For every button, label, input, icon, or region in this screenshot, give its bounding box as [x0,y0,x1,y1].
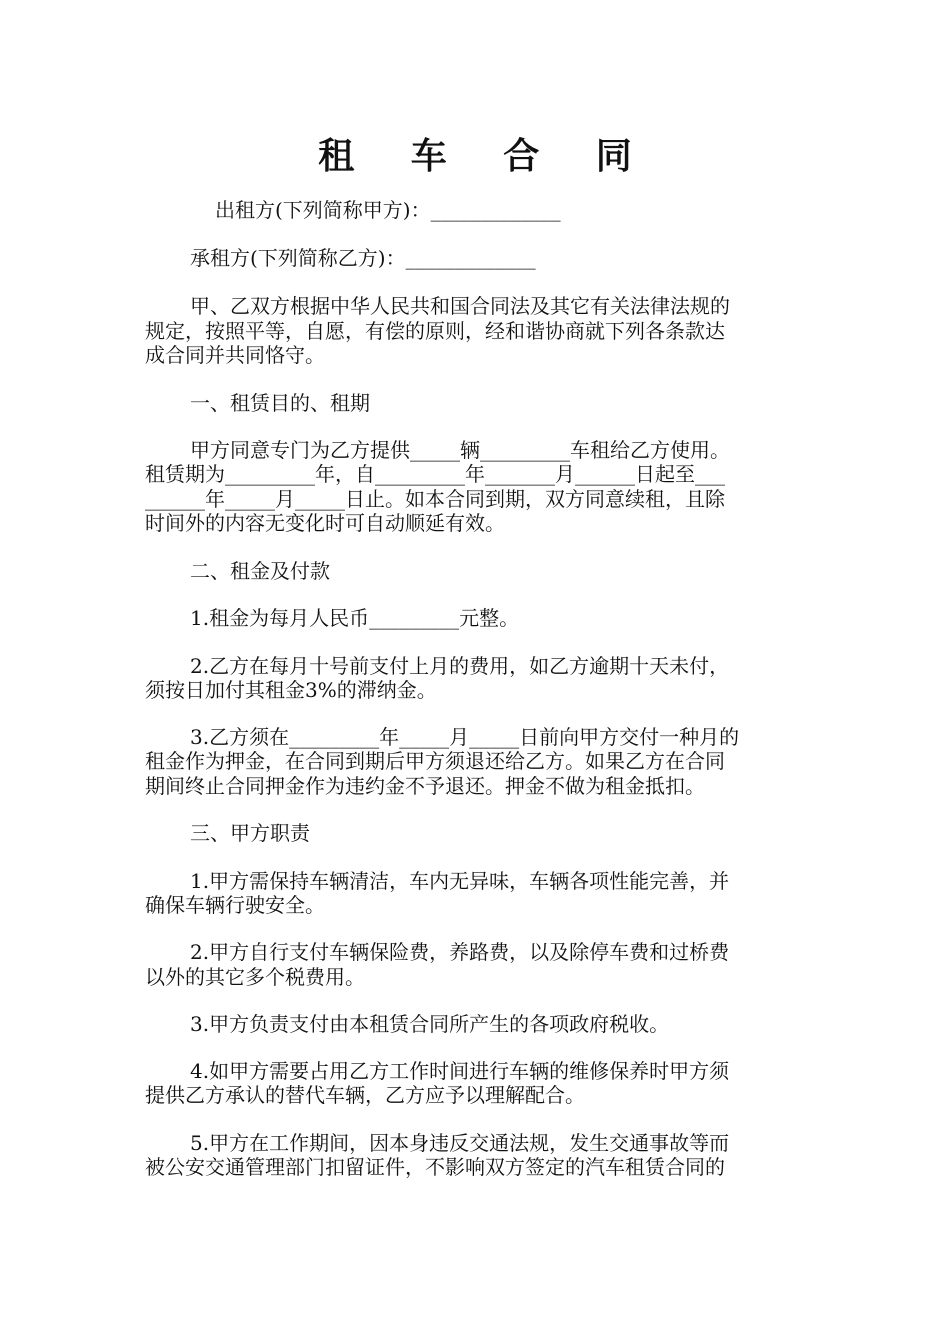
clause-3-5-line-2: 被公安交通管理部门扣留证件，不影响双方签定的汽车租赁合同的 [145,1155,725,1179]
clause-2-3-line-2: 租金作为押金，在合同到期后甲方须退还给乙方。如果乙方在合同 [145,749,725,773]
clause-2-3-line-3: 期间终止合同押金作为违约金不予退还。押金不做为租金抵扣。 [145,774,705,798]
section-1-line-4: 时间外的内容无变化时可自动顺延有效。 [145,511,505,535]
clause-3-3: 3.甲方负责支付由本租赁合同所产生的各项政府税收。 [190,1012,670,1036]
preamble-line-2: 规定，按照平等，自愿，有偿的原则，经和谐协商就下列各条款达 [145,319,725,343]
section-1-line-1: 甲方同意专门为乙方提供_____辆_________车租给乙方使用。 [190,438,730,462]
clause-3-1-line-2: 确保车辆行驶安全。 [145,893,325,917]
clause-2-1: 1.租金为每月人民币_________元整。 [190,606,520,630]
contract-title: 租 车 合 同 [318,136,654,177]
lessee-line: 承租方(下列简称乙方)：_____________ [190,246,536,270]
clause-2-2-line-2: 须按日加付其租金3%的滞纳金。 [145,678,437,702]
section-1-line-3: ______年_____月_____日止。如本合同到期，双方同意续租，且除 [145,487,725,511]
section-2-heading: 二、租金及付款 [190,559,330,583]
lessor-line: 出租方(下列简称甲方)：_____________ [215,198,561,222]
clause-3-5-line-1: 5.甲方在工作期间，因本身违反交通法规，发生交通事故等而 [190,1131,730,1155]
section-3-heading: 三、甲方职责 [190,821,310,845]
clause-3-2-line-2: 以外的其它多个税费用。 [145,965,365,989]
section-1-line-2: 租赁期为_________年，自_________年_______月______日起至___ [145,462,725,486]
clause-2-3-line-1: 3.乙方须在_________年_____月_____日前向甲方交付一种月的 [190,725,740,749]
clause-3-2-line-1: 2.甲方自行支付车辆保险费，养路费，以及除停车费和过桥费 [190,940,730,964]
clause-3-4-line-2: 提供乙方承认的替代车辆，乙方应予以理解配合。 [145,1083,585,1107]
clause-3-4-line-1: 4.如甲方需要占用乙方工作时间进行车辆的维修保养时甲方须 [190,1059,730,1083]
clause-2-2-line-1: 2.乙方在每月十号前支付上月的费用，如乙方逾期十天未付， [190,654,730,678]
clause-3-1-line-1: 1.甲方需保持车辆清洁，车内无异味，车辆各项性能完善，并 [190,869,730,893]
preamble-line-1: 甲、乙双方根据中华人民共和国合同法及其它有关法律法规的 [190,294,730,318]
preamble-line-3: 成合同并共同恪守。 [145,343,325,367]
section-1-heading: 一、租赁目的、租期 [190,391,370,415]
